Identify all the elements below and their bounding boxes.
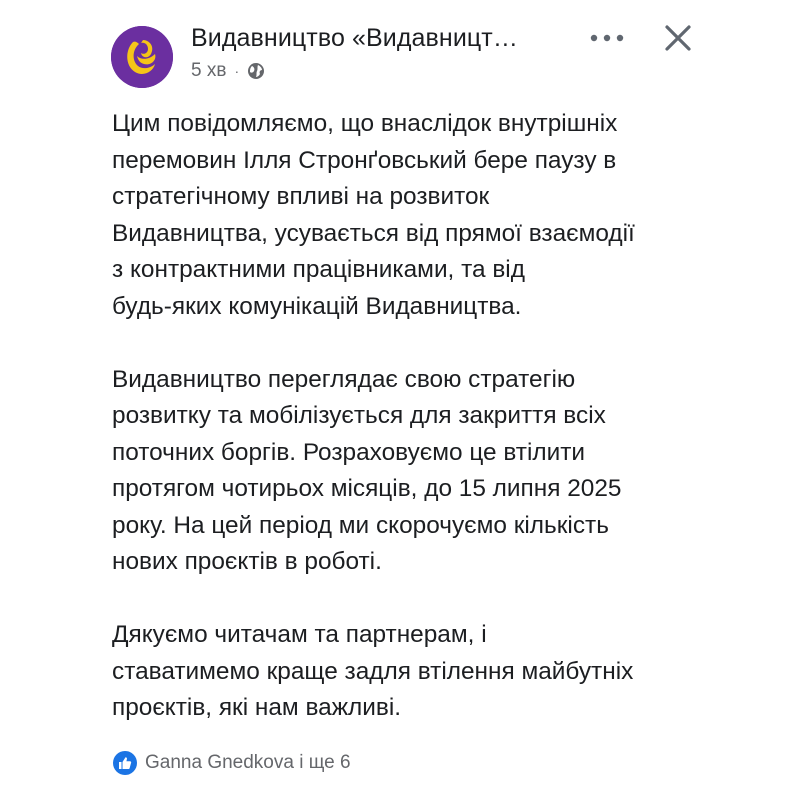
text-line: Дякуємо читачам та партнерам, і (112, 621, 487, 648)
text-line: проєктів, які нам важливі. (112, 694, 402, 721)
text-line: нових проєктів в роботі. (112, 548, 382, 575)
text-line: перемовин Ілля Стронґовський бере паузу в (112, 146, 617, 174)
text-line: Видавництва, усувається від прямої взаємодії (112, 219, 635, 247)
post-paragraph (112, 106, 732, 325)
text-line: розвитку та мобілізується для закриття всіх (112, 402, 606, 429)
page-name[interactable]: Видавництво «Видавницт… (191, 24, 518, 52)
post-meta (191, 60, 265, 82)
text-line: будь-яких комунікацій Видавництва. (112, 292, 522, 320)
close-button[interactable] (656, 18, 700, 58)
publisher-logo-icon (111, 26, 173, 88)
reactions-summary[interactable] (113, 751, 351, 775)
more-options-button[interactable] (583, 22, 631, 54)
post-paragraph (112, 362, 732, 581)
close-icon (664, 24, 692, 52)
text-line: року. На цей період ми скорочуємо кількість (112, 511, 609, 539)
meta-separator: · (234, 63, 240, 79)
more-horizontal-icon (589, 34, 625, 42)
text-line: протягом чотирьох місяців, до 15 липня 2025 (112, 475, 622, 502)
page-avatar[interactable] (111, 26, 173, 88)
text-line: з контрактними працівниками, та від (112, 256, 525, 283)
reactions-text: Ganna Gnedkova і ще 6 (145, 752, 351, 773)
text-line: стратегічному впливі на розвиток (112, 183, 490, 210)
post-text (112, 106, 732, 763)
text-line: Видавництво переглядає свою стратегію (112, 365, 576, 393)
post-paragraph (112, 617, 732, 727)
globe-icon (247, 62, 265, 80)
text-line: ставатимемо краще задля втілення майбутніх (112, 657, 634, 685)
text-line: поточних боргів. Розраховуємо це втілити (112, 438, 586, 466)
text-line: Цим повідомляємо, що внаслідок внутрішніх (112, 110, 618, 137)
post-time[interactable]: 5 хв (191, 60, 227, 81)
like-icon (113, 751, 137, 775)
